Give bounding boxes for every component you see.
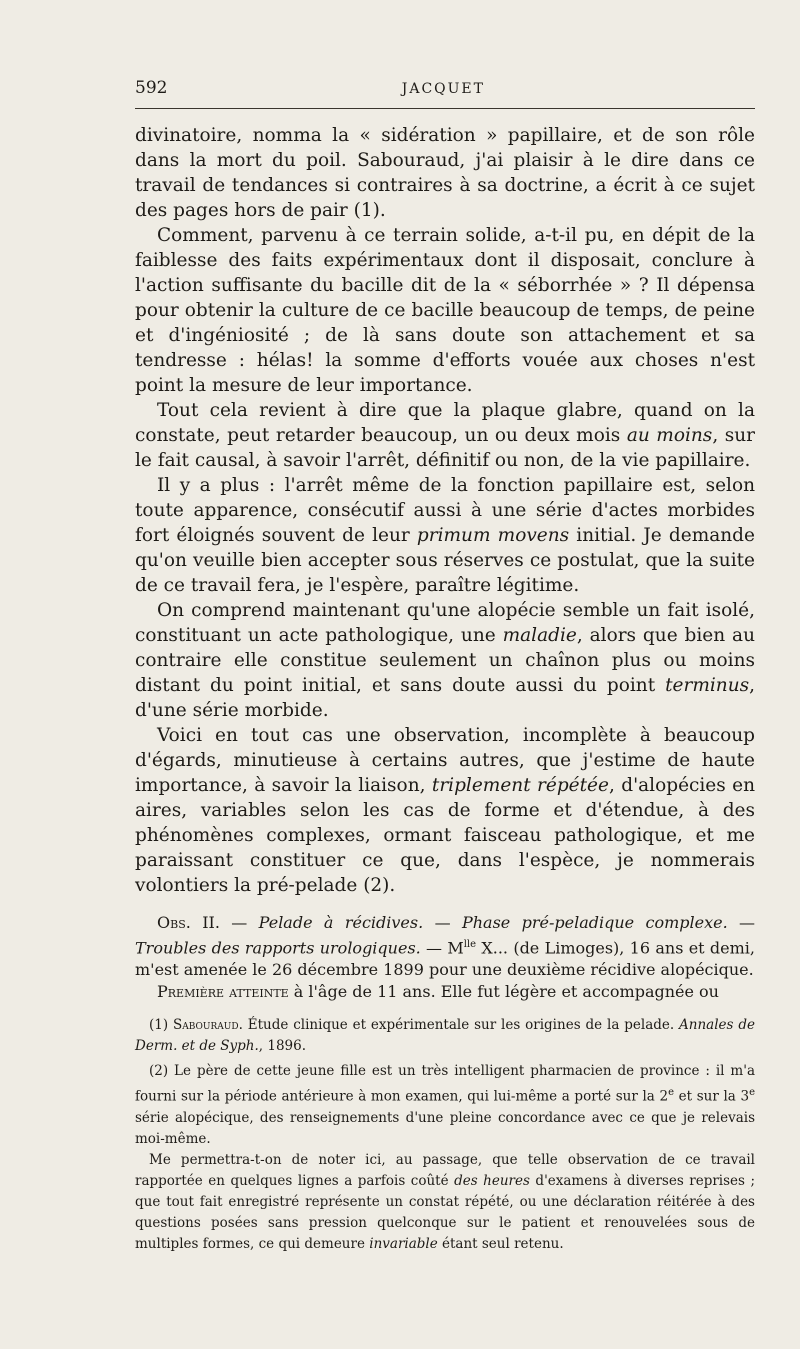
- page-header: [135, 78, 755, 109]
- paragraph: divinatoire, nomma la « sidération » papillaire, et de son rôle dans la mort du poil. Sabouraud, j'ai plaisir à le dire dans ce travail de tendances si contraires à sa doctrine, a écrit à ce sujet des pages hors de pair (1).: [135, 125, 755, 221]
- paragraph: Comment, parvenu à ce terrain solide, a-t-il pu, en dépit de la faiblesse des faits expérimentaux dont il disposait, conclure à l'action suffisante du bacille dit de la « séborrhée » ? Il dépensa pour obtenir la culture de ce bacille beaucoup de temps, de peine et d'ingéniosité ; de là sans doute son attachement et sa tendresse : hélas! la somme d'efforts vouée aux choses n'est point la mesure de leur importance.: [135, 225, 755, 396]
- book-page: [135, 78, 755, 1255]
- paragraph: Voici en tout cas une observation, incomplète à beaucoup d'égards, minutieuse à certains autres, que j'estime de haute importance, à savoir la liaison, triplement répétée, d'alopécies en aires, variables selon les cas de forme et d'étendue, à des phénomènes complexes, ormant faisceau pathologique, et me paraissant constituer ce que, dans l'espèce, je nommerais volontiers la pré-pelade (2).: [135, 725, 756, 896]
- observation-heading: Obs. II. — Pelade à récidives. — Phase pré-peladique complexe. — Troubles des rapports urologiques. — $M^{lle}$ X... (de Limoges), 16 ans et demi, m'est amenée le 26 décembre 1899 pour une deuxième récidive alopécique.: [135, 913, 756, 980]
- observation-block: [135, 912, 755, 1003]
- observation-first-episode: Première atteinte à l'âge de 11 ans. Elle fut légère et accompagnée ou: [157, 982, 719, 1002]
- footnote-1: (1) Sabouraud. Étude clinique et expérimentale sur les origines de la pelade. Annales de Derm. et de Syph., 1896.: [135, 1017, 755, 1055]
- paragraph: On comprend maintenant qu'une alopécie semble un fait isolé, constituant un acte pathologique, une maladie, alors que bien au contraire elle constitue seulement un chaînon plus ou moins distant du point initial, et sans doute aussi du point terminus, d'une série morbide.: [135, 600, 755, 721]
- footnote-2: (2) Le père de cette jeune fille est un très intelligent pharmacien de province : il m'a fourni sur la période antérieure à mon examen, qui lui-même a porté sur la 2e et sur la 3e série alopécique, des renseignements d'une pleine concordance avec ce que je relevais moi-même.: [135, 1063, 755, 1147]
- running-head: JACQUET: [401, 81, 485, 97]
- page-number: 592: [135, 78, 168, 98]
- footnotes: [135, 1015, 755, 1255]
- footnote-2-continued: Me permettra-t-on de noter ici, au passage, que telle observation de ce travail rapportée en quelques lignes a parfois coûté des heures d'examens à diverses reprises ; que tout fait enregistré représente un constat répété, ou une déclaration réitérée à des questions posées sans pression quelconque sur le patient et renouvelées sous de multiples formes, ce qui demeure invariable étant seul retenu.: [135, 1151, 756, 1252]
- main-text: [135, 123, 755, 898]
- paragraph: Il y a plus : l'arrêt même de la fonction papillaire est, selon toute apparence, consécutif aussi à une série d'actes morbides fort éloignés souvent de leur primum movens initial. Je demande qu'on veuille bien accepter sous réserves ce postulat, que la suite de ce travail fera, je l'espère, paraître légitime.: [135, 475, 755, 596]
- paragraph: Tout cela revient à dire que la plaque glabre, quand on la constate, peut retarder beaucoup, un ou deux mois au moins, sur le fait causal, à savoir l'arrêt, définitif ou non, de la vie papillaire.: [135, 400, 755, 471]
